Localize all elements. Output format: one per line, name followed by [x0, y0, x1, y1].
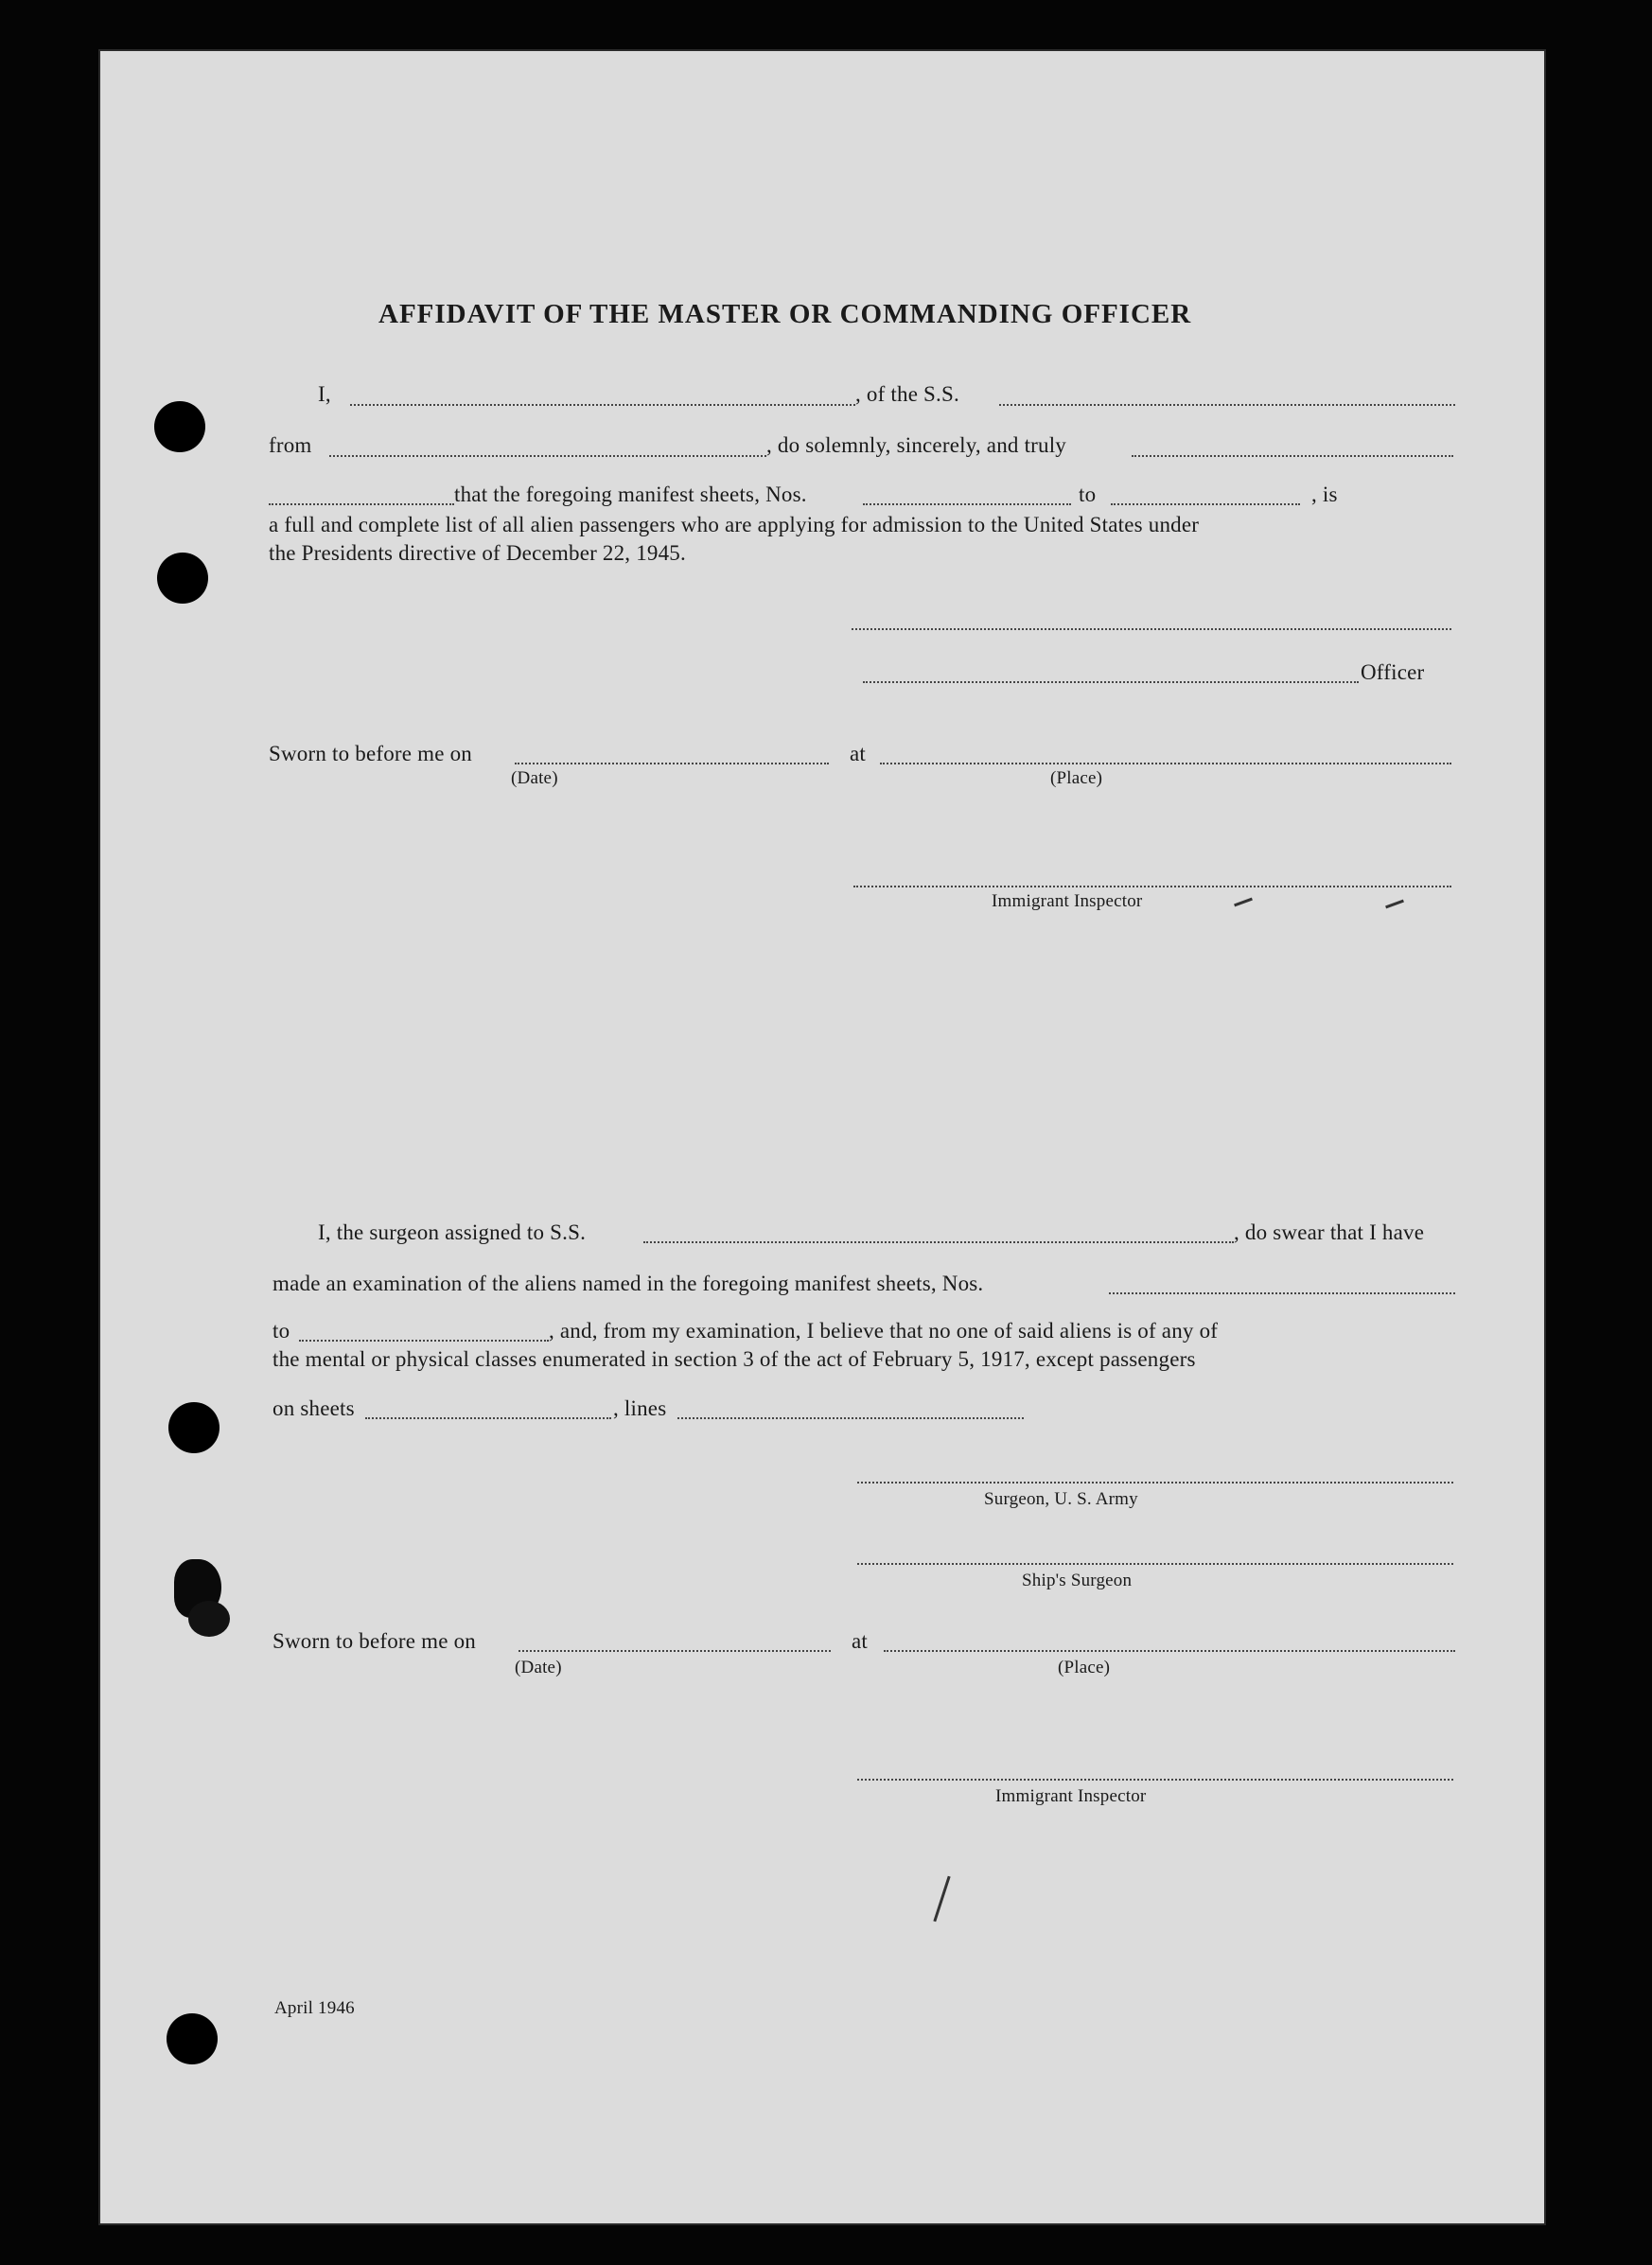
manifest-to-field[interactable] — [1111, 503, 1300, 505]
surgeon-sworn-label: Sworn to before me on — [272, 1629, 476, 1653]
master-inspector-label: Immigrant Inspector — [992, 891, 1143, 911]
stray-mark — [933, 1876, 950, 1922]
officer-signature-line-1[interactable] — [852, 628, 1451, 630]
exception-lines-field[interactable] — [677, 1417, 1024, 1419]
surgeon-ship-field[interactable] — [643, 1241, 1234, 1243]
from-port-field[interactable] — [329, 455, 766, 457]
surgeon-sworn-date-field[interactable] — [518, 1650, 831, 1652]
manifest-to-label: to — [1079, 483, 1097, 506]
affidavit-statement-line-1: a full and complete list of all alien passengers who are applying for admission to the United States under — [269, 513, 1200, 536]
binder-hole-2 — [157, 553, 208, 604]
surgeon-at-label: at — [852, 1629, 868, 1653]
surgeon-date-caption: (Date) — [515, 1658, 562, 1677]
ships-surgeon-signature-line[interactable] — [857, 1563, 1453, 1565]
master-i-label: I, — [318, 382, 331, 406]
affidavit-title: AFFIDAVIT OF THE MASTER OR COMMANDING OFFICER — [378, 299, 1192, 329]
exception-sheets-field[interactable] — [365, 1417, 611, 1419]
lines-label: , lines — [613, 1396, 667, 1420]
form-date: April 1946 — [274, 1998, 355, 2018]
manifest-from-field[interactable] — [863, 503, 1071, 505]
surgeon-place-caption: (Place) — [1058, 1658, 1111, 1677]
on-sheets-label: on sheets — [272, 1396, 355, 1420]
surgeon-line-1-end: , do swear that I have — [1234, 1220, 1425, 1244]
affidavit-statement-line-2: the Presidents directive of December 22, 1945. — [269, 541, 686, 565]
master-sworn-date-field[interactable] — [515, 763, 829, 764]
army-surgeon-label: Surgeon, U. S. Army — [984, 1489, 1138, 1509]
army-surgeon-signature-line[interactable] — [857, 1482, 1453, 1484]
binder-hole-3 — [168, 1402, 220, 1453]
master-inspector-signature-line[interactable] — [853, 886, 1451, 887]
swear-field[interactable] — [1132, 455, 1453, 457]
surgeon-sheets-from-field[interactable] — [1109, 1292, 1455, 1294]
officer-signature-line-2[interactable] — [863, 681, 1359, 683]
master-sworn-label: Sworn to before me on — [269, 742, 472, 765]
from-label: from — [269, 433, 312, 457]
of-ss-label: , of the S.S. — [855, 382, 959, 406]
master-ship-field[interactable] — [999, 404, 1455, 406]
swear-continued-field[interactable] — [269, 503, 454, 505]
binder-hole-4 — [167, 2013, 218, 2064]
surgeon-line-1-start: I, the surgeon assigned to S.S. — [318, 1220, 587, 1244]
surgeon-inspector-label: Immigrant Inspector — [995, 1786, 1147, 1806]
stray-mark — [1385, 900, 1404, 909]
master-date-caption: (Date) — [511, 768, 558, 788]
surgeon-line-2: made an examination of the aliens named in the foregoing manifest sheets, Nos. — [272, 1272, 984, 1295]
solemnly-text: , do solemnly, sincerely, and truly — [766, 433, 1067, 457]
surgeon-inspector-signature-line[interactable] — [857, 1779, 1453, 1781]
surgeon-sheets-to-field[interactable] — [299, 1340, 549, 1342]
master-place-caption: (Place) — [1050, 768, 1103, 788]
master-sworn-place-field[interactable] — [880, 763, 1451, 764]
master-name-field[interactable] — [350, 404, 855, 406]
is-text: , is — [1311, 483, 1338, 506]
manifest-sheets-text: that the foregoing manifest sheets, Nos. — [454, 483, 807, 506]
surgeon-line-3-rest: , and, from my examination, I believe that no one of said aliens is of any of — [549, 1319, 1219, 1343]
surgeon-line-4: the mental or physical classes enumerated in section 3 of the act of February 5, 1917, except passengers — [272, 1347, 1196, 1371]
ships-surgeon-label: Ship's Surgeon — [1022, 1571, 1133, 1590]
surgeon-to-label: to — [272, 1319, 290, 1343]
surgeon-sworn-place-field[interactable] — [884, 1650, 1455, 1652]
document-page — [98, 49, 1546, 2225]
torn-hole-shadow — [188, 1601, 230, 1637]
binder-hole-1 — [154, 401, 205, 452]
officer-label: Officer — [1361, 660, 1425, 684]
stray-mark — [1234, 898, 1253, 907]
master-at-label: at — [850, 742, 866, 765]
